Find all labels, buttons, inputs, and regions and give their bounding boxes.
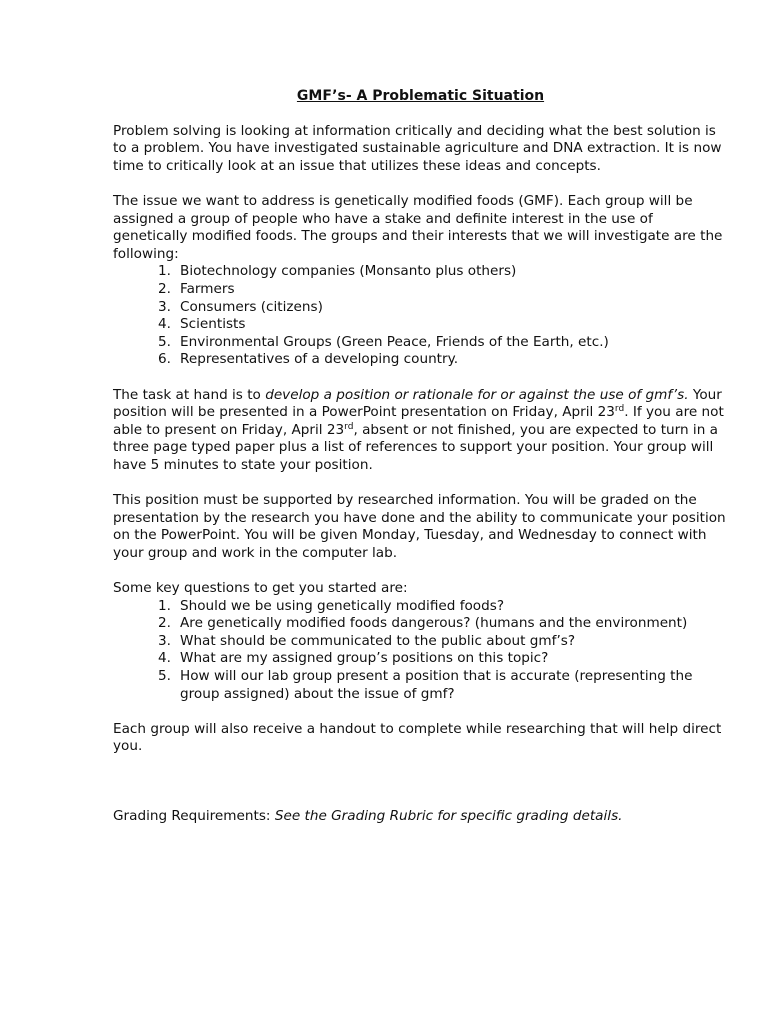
list-item: 3. Consumers (citizens) [158, 298, 323, 315]
list-item: 3. What should be communicated to the public about gmf’s? [158, 632, 576, 649]
list-item: 2. Farmers [158, 280, 235, 297]
grading-note: See the Grading Rubric for specific grading details. [274, 807, 623, 824]
groups-list [113, 263, 728, 369]
support-paragraph: This position must be supported by researched information. You will be graded on the presentation by the research you have done and the ability to communicate your position on the PowerPoint. You will be given Monday, Tuesday, and Wednesday to connect with your group and work in the computer lab. [113, 492, 726, 561]
task-emphasis: develop a position or rationale for or against the use of gmf’s. [265, 386, 689, 403]
list-item: 5. Environmental Groups (Green Peace, Friends of the Earth, etc.) [158, 333, 609, 350]
list-item: 1. Biotechnology companies (Monsanto plus others) [158, 263, 517, 280]
issue-paragraph: The issue we want to address is genetically modified foods (GMF). Each group will be assigned a group of people who have a stake and definite interest in the use of genetically modified foods. The groups and their interests that we will investigate are the following: [113, 192, 723, 262]
questions-list [113, 598, 728, 704]
list-item: 6. Representatives of a developing country. [158, 351, 459, 368]
document-page [113, 88, 728, 826]
task-paragraph: The task at hand is to develop a position or rationale for or against the use of gmf’s. Your position will be presented in a PowerPoint presentation on Friday, April 23rd. If you are not able to present on Friday, April 23rd, absent or not finished, you are expected to turn in a three page typed paper plus a list of references to support your position. Your group will have 5 minutes to state your position. [113, 386, 724, 473]
questions-intro: Some key questions to get you started are: [113, 580, 408, 597]
list-item: 2. Are genetically modified foods dangerous? (humans and the environment) [158, 615, 688, 632]
handout-paragraph: Each group will also receive a handout to complete while researching that will help direct you. [113, 720, 722, 755]
list-item: 1. Should we be using genetically modified foods? [158, 597, 505, 614]
list-item: 5. How will our lab group present a position that is accurate (representing the group assigned) about the issue of gmf? [158, 668, 693, 702]
list-item: 4. What are my assigned group’s positions on this topic? [158, 650, 549, 667]
page-title: GMF’s- A Problematic Situation [296, 88, 545, 104]
list-item: 4. Scientists [158, 316, 246, 333]
intro-paragraph: Problem solving is looking at information critically and deciding what the best solution is to a problem. You have investigated sustainable agriculture and DNA extraction. It is now time to critically look at an issue that utilizes these ideas and concepts. [113, 122, 722, 174]
grading-requirements: Grading Requirements: See the Grading Rubric for specific grading details. [113, 807, 623, 824]
